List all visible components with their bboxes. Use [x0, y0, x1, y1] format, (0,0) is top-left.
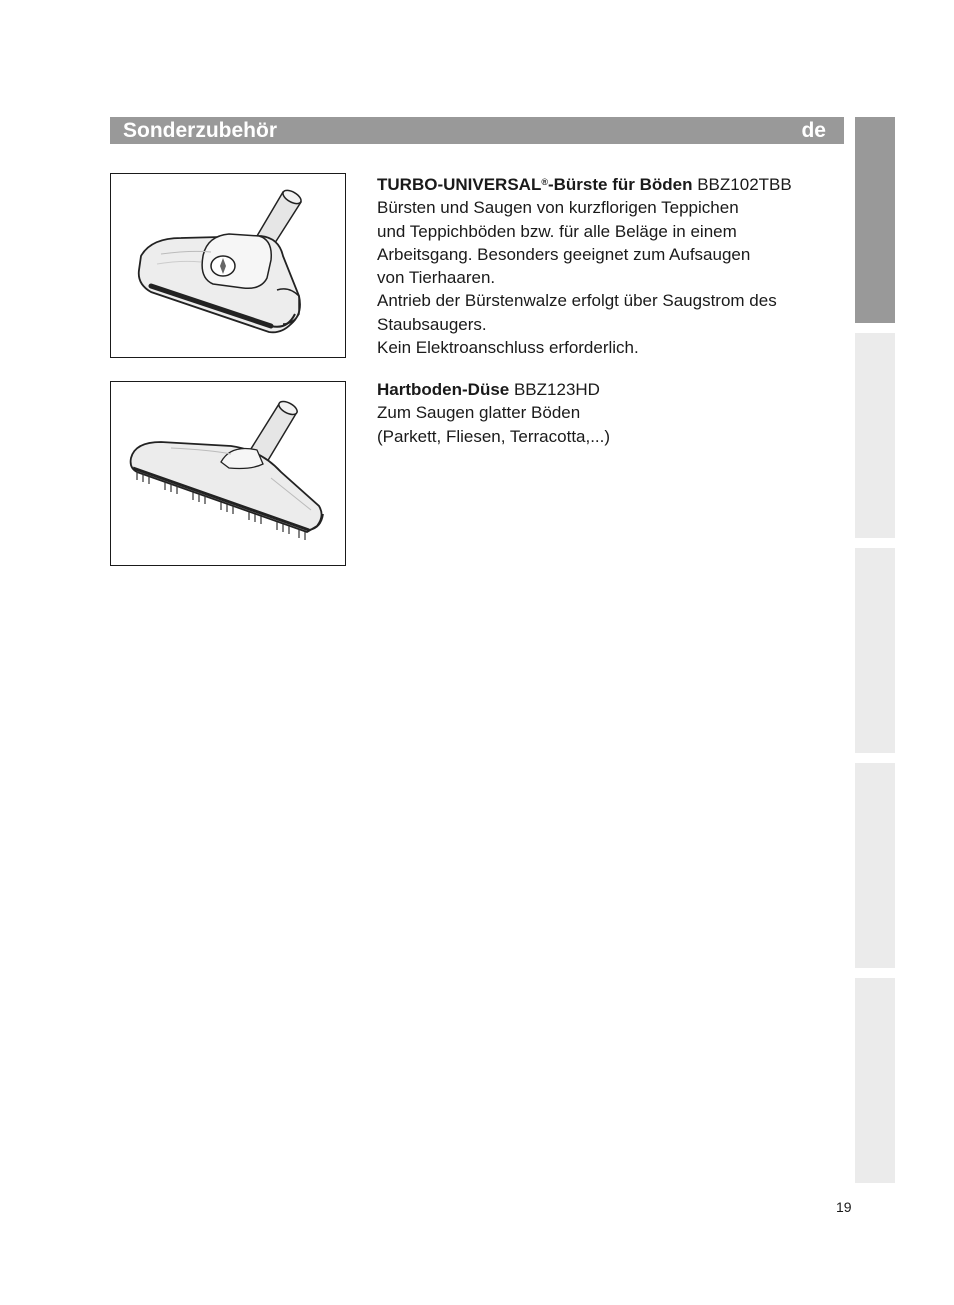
description-line: Antrieb der Bürstenwalze erfolgt über Saugstrom des — [377, 291, 777, 311]
side-tab — [855, 763, 895, 968]
description-line: und Teppichböden bzw. für alle Beläge in einem — [377, 221, 737, 241]
section-header — [110, 117, 844, 144]
page-number: 19 — [836, 1199, 852, 1215]
product-name: Hartboden-Düse — [377, 380, 510, 399]
side-tab — [855, 548, 895, 753]
description-line: von Tierhaaren. — [377, 268, 496, 288]
turbo-brush-illustration-icon — [111, 174, 347, 359]
description-line: Kein Elektroanschluss erforderlich. — [377, 338, 639, 358]
language-code: de — [801, 118, 826, 142]
product-model: BBZ123HD — [513, 380, 600, 399]
hard-floor-nozzle-illustration-icon — [111, 382, 347, 567]
registered-mark: ® — [541, 177, 548, 187]
side-tab — [855, 978, 895, 1183]
product-model: BBZ102TBB — [697, 175, 792, 194]
side-tab-active — [855, 117, 895, 323]
product-name-suffix: -Bürste für Böden — [547, 175, 693, 194]
product-name: TURBO-UNIVERSAL — [377, 175, 542, 194]
description-line: Staubsaugers. — [377, 314, 487, 334]
description-line: (Parkett, Fliesen, Terracotta,...) — [377, 426, 611, 446]
product-heading — [377, 378, 847, 401]
product-heading — [377, 171, 847, 196]
description-line: Bürsten und Saugen von kurzflorigen Teppichen — [377, 198, 739, 218]
hard-floor-nozzle-figure — [110, 381, 346, 566]
side-tab — [855, 333, 895, 538]
turbo-brush-figure — [110, 173, 346, 358]
section-title: Sonderzubehör — [123, 118, 278, 142]
product-description-hardfloor — [377, 378, 847, 448]
description-line: Arbeitsgang. Besonders geeignet zum Aufsaugen — [377, 244, 751, 264]
description-line: Zum Saugen glatter Böden — [377, 403, 581, 423]
product-description-turbo — [377, 171, 847, 359]
